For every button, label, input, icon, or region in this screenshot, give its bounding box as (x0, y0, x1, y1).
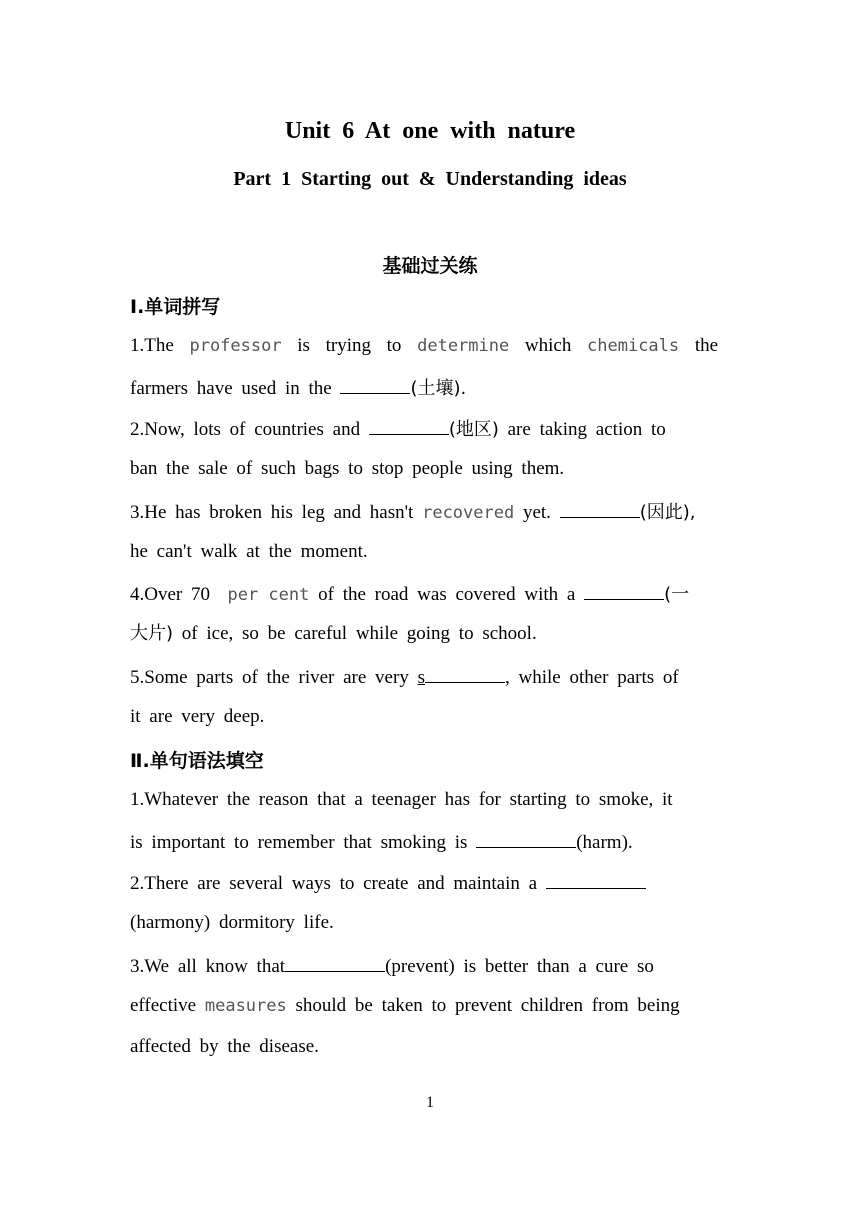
q4-line2: 大片) of ice, so be careful while going to school. (130, 623, 537, 644)
q1-line2: farmers have used in the (土壤). (130, 375, 466, 401)
answer-blank[interactable] (546, 870, 646, 889)
q3-line1: 3.He has broken his leg and hasn't recovered yet. (因此), (130, 499, 695, 525)
q5-line2: it are very deep. (130, 706, 265, 727)
p2-q1-line2: is important to remember that smoking is (harm). (130, 829, 633, 855)
section-title: 基础过关练 (382, 255, 478, 277)
answer-blank[interactable] (560, 499, 640, 518)
q2-line1: 2.Now, lots of countries and (地区) are taking action to (130, 416, 666, 442)
q4-line1: 4.Over 70 per cent of the road was covered with a (一 (130, 581, 689, 607)
unit-title: Unit 6 At one with nature (284, 118, 576, 144)
p2-q2-line2: (harmony) dormitory life. (130, 912, 334, 933)
page-number: 1 (426, 1094, 434, 1111)
answer-blank[interactable] (369, 416, 449, 435)
answer-blank[interactable] (476, 829, 576, 848)
p2-q2-line1: 2.There are several ways to create and maintain a (130, 870, 646, 896)
q1-line1: 1.The professor is trying to determine which chemicals the (130, 335, 719, 356)
p2-q3-line2: effective measures should be taken to prevent children from being (130, 995, 680, 1016)
answer-blank[interactable] (425, 664, 505, 683)
p2-q3-line1: 3.We all know that (prevent) is better than a cure so (130, 953, 654, 979)
answer-blank[interactable] (285, 953, 385, 972)
q3-line2: he can't walk at the moment. (130, 541, 368, 562)
answer-blank[interactable] (584, 581, 664, 600)
part2-heading: Ⅱ.单句语法填空 (130, 750, 264, 772)
answer-blank[interactable] (340, 375, 410, 394)
part-subtitle: Part 1 Starting out & Understanding ideas (233, 168, 627, 190)
q2-line2: ban the sale of such bags to stop people using them. (130, 458, 565, 479)
p2-q1-line1: 1.Whatever the reason that a teenager has for starting to smoke, it (130, 789, 673, 810)
part1-heading: Ⅰ.单词拼写 (130, 296, 221, 318)
q5-line1: 5.Some parts of the river are very s , while other parts of (130, 664, 679, 690)
p2-q3-line3: affected by the disease. (130, 1036, 319, 1057)
